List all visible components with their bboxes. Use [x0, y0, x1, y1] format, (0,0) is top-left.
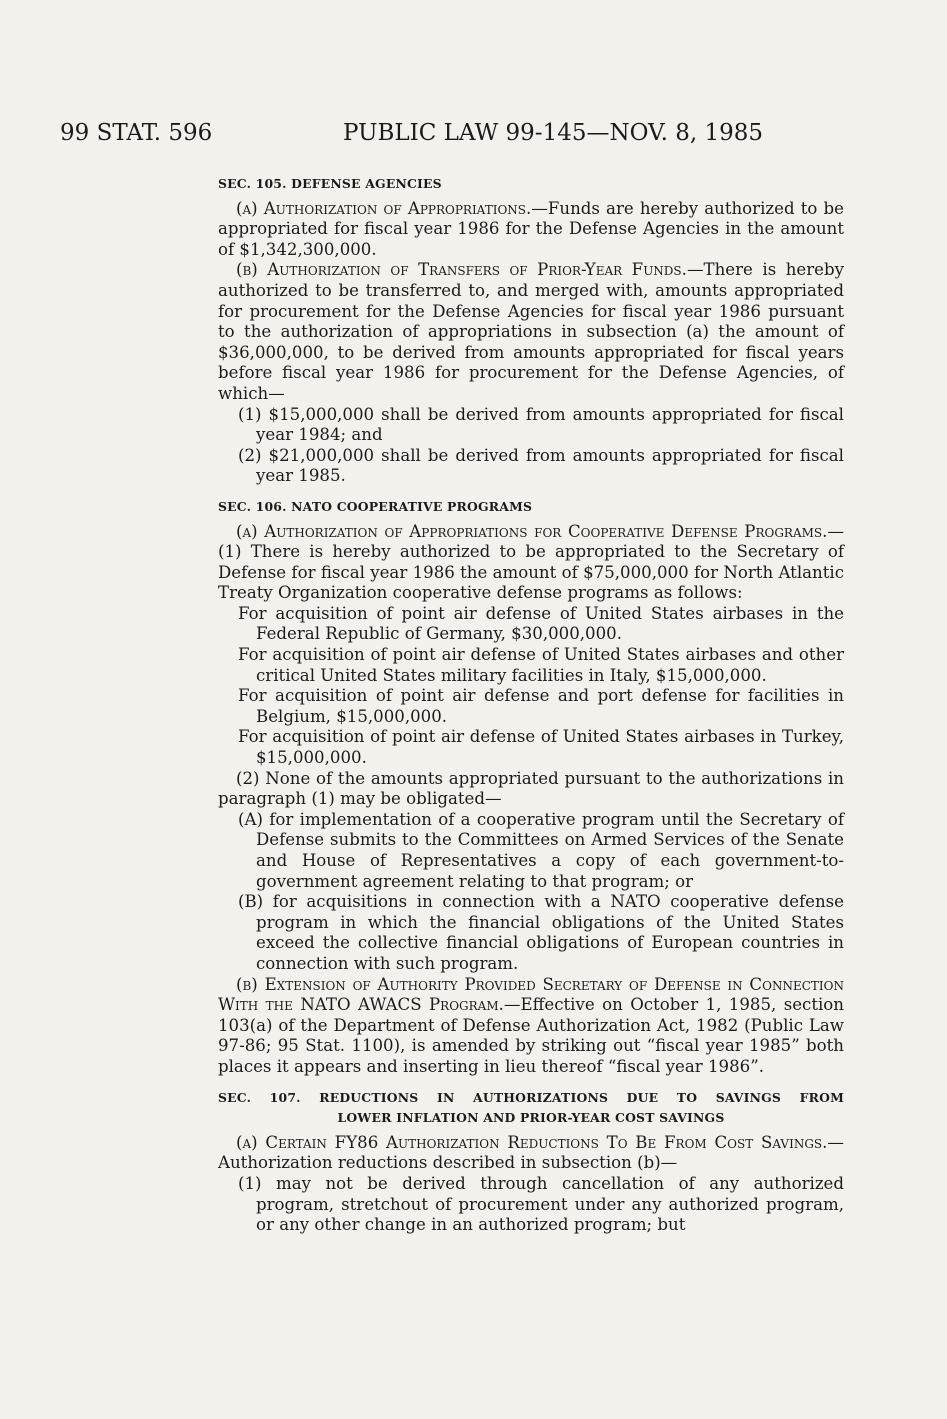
subsection-107a	[218, 1133, 844, 1174]
subsection-105a	[218, 199, 844, 261]
section-heading-line: LOWER INFLATION AND PRIOR-YEAR COST SAVINGS	[337, 1110, 725, 1126]
list-item: For acquisition of point air defense of United States airbases and other critical United States military facilities in Italy, $15,000,000.	[238, 645, 844, 685]
running-title: PUBLIC LAW 99-145—NOV. 8, 1985	[343, 120, 764, 146]
list-item: For acquisition of point air defense of United States airbases in Turkey, $15,000,000.	[238, 727, 844, 768]
subsection-text: —Authorization reductions described in subsection (b)—	[218, 1132, 844, 1173]
subsection-106a	[218, 522, 844, 604]
document-body	[218, 170, 844, 1236]
paragraph-106a2: (2) None of the amounts appropriated pursuant to the authorizations in paragraph (1) may be obligated—	[218, 768, 844, 809]
list-item: For acquisition of point air defense of United States airbases in the Federal Republic of Germany, $30,000,000.	[238, 603, 844, 644]
section-heading	[218, 1088, 844, 1129]
subsection-caption: (a) Certain FY86 Authorization Reductions To Be From Cost Savings.	[236, 1132, 828, 1152]
section-heading-line: SEC. 107. REDUCTIONS IN AUTHORIZATIONS DUE TO SAVINGS FROM	[218, 1089, 844, 1105]
subsection-text: —(1) There is hereby authorized to be appropriated to the Secretary of Defense for fiscal year 1986 the amount of $75,000,000 for North Atlantic Treaty Organization cooperative defense programs as follows:	[218, 521, 844, 603]
paragraph-105b2: (2) $21,000,000 shall be derived from amounts appropriated for fiscal year 1985.	[238, 445, 844, 486]
subsection-text: —Funds are hereby authorized to be appropriated for fiscal year 1986 for the Defense Agencies in the amount of $1,342,300,000.	[218, 198, 844, 259]
subsection-caption: (a) Authorization of Appropriations.	[236, 198, 532, 218]
subsection-caption: (a) Authorization of Appropriations for Cooperative Defense Programs.	[236, 521, 828, 541]
subsection-text: —There is hereby authorized to be transferred to, and merged with, amounts appropriated for procurement for the Defense Agencies for fiscal year 1986 pursuant to the authorization of appropriations in subsection (a) the amount of $36,000,000, to be derived from amounts appropriated for fiscal years before fiscal year 1986 for procurement for the Defense Agencies, of which—	[218, 260, 844, 403]
paragraph-105b1: (1) $15,000,000 shall be derived from amounts appropriated for fiscal year 1984; and	[238, 404, 844, 445]
list-item: For acquisition of point air defense and port defense for facilities in Belgium, $15,000,000.	[238, 686, 844, 726]
subsection-105b	[218, 260, 844, 404]
paragraph-106a2B: (B) for acquisitions in connection with a NATO cooperative defense program in which the financial obligations of the United States exceed the collective financial obligations of European countries in connection with such program.	[238, 892, 844, 973]
paragraph-107a1: (1) may not be derived through cancellation of any authorized program, stretchout of procurement under any authorized program, or any other change in an authorized program; but	[238, 1173, 844, 1235]
stat-page-number: 99 STAT. 596	[60, 120, 213, 146]
subsection-caption: (b) Extension of Authority Provided Secretary of Defense in Connection With the NATO AWACS Program.	[218, 974, 844, 1015]
subsection-106b	[218, 975, 844, 1078]
page-header	[60, 120, 900, 150]
subsection-caption: (b) Authorization of Transfers of Prior-Year Funds.	[236, 260, 687, 280]
paragraph-106a2A: (A) for implementation of a cooperative program until the Secretary of Defense submits to the Committees on Armed Services of the Senate and House of Representatives a copy of each government-to-government agreement relating to that program; or	[238, 809, 844, 891]
subsection-text: —Effective on October 1, 1985, section 103(a) of the Department of Defense Authorization Act, 1982 (Public Law 97-86; 95 Stat. 1100), is amended by striking out “fiscal year 1985” both places it appears and inserting in lieu thereof “fiscal year 1986”.	[218, 995, 844, 1076]
section-heading: SEC. 105. DEFENSE AGENCIES	[218, 176, 442, 191]
section-heading: SEC. 106. NATO COOPERATIVE PROGRAMS	[218, 498, 533, 514]
